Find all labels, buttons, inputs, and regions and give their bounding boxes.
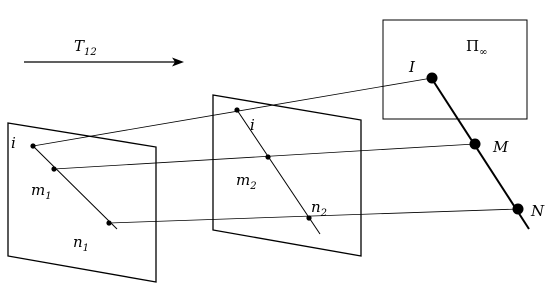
transform-label: $T_{12}$ (74, 37, 97, 58)
point-N (513, 204, 524, 215)
point-i1 (30, 143, 35, 148)
point-M (470, 139, 481, 150)
point-n2 (306, 215, 311, 220)
image-line-1 (33, 146, 117, 229)
label-n1: $n_1$ (73, 233, 90, 254)
label-i1: i (11, 134, 16, 152)
point-i2 (234, 107, 239, 112)
label-i2: i (250, 116, 255, 134)
label-m1: $m_1$ (31, 181, 52, 202)
point-m2 (265, 154, 270, 159)
label-N: N (531, 202, 545, 220)
point-I (427, 73, 438, 84)
ray-m (54, 144, 475, 169)
plane-at-infinity (383, 20, 527, 119)
transform-arrow (24, 58, 184, 67)
ray-i (33, 78, 432, 146)
label-M: M (493, 138, 509, 156)
image-plane-1 (8, 123, 156, 282)
plane-at-infinity-label: $\Pi_\infty$ (466, 37, 488, 58)
label-I: I (409, 58, 415, 76)
label-n2: $n_2$ (311, 198, 328, 219)
point-n1 (106, 220, 111, 225)
label-m2: $m_2$ (236, 171, 257, 192)
point-m1 (51, 166, 56, 171)
